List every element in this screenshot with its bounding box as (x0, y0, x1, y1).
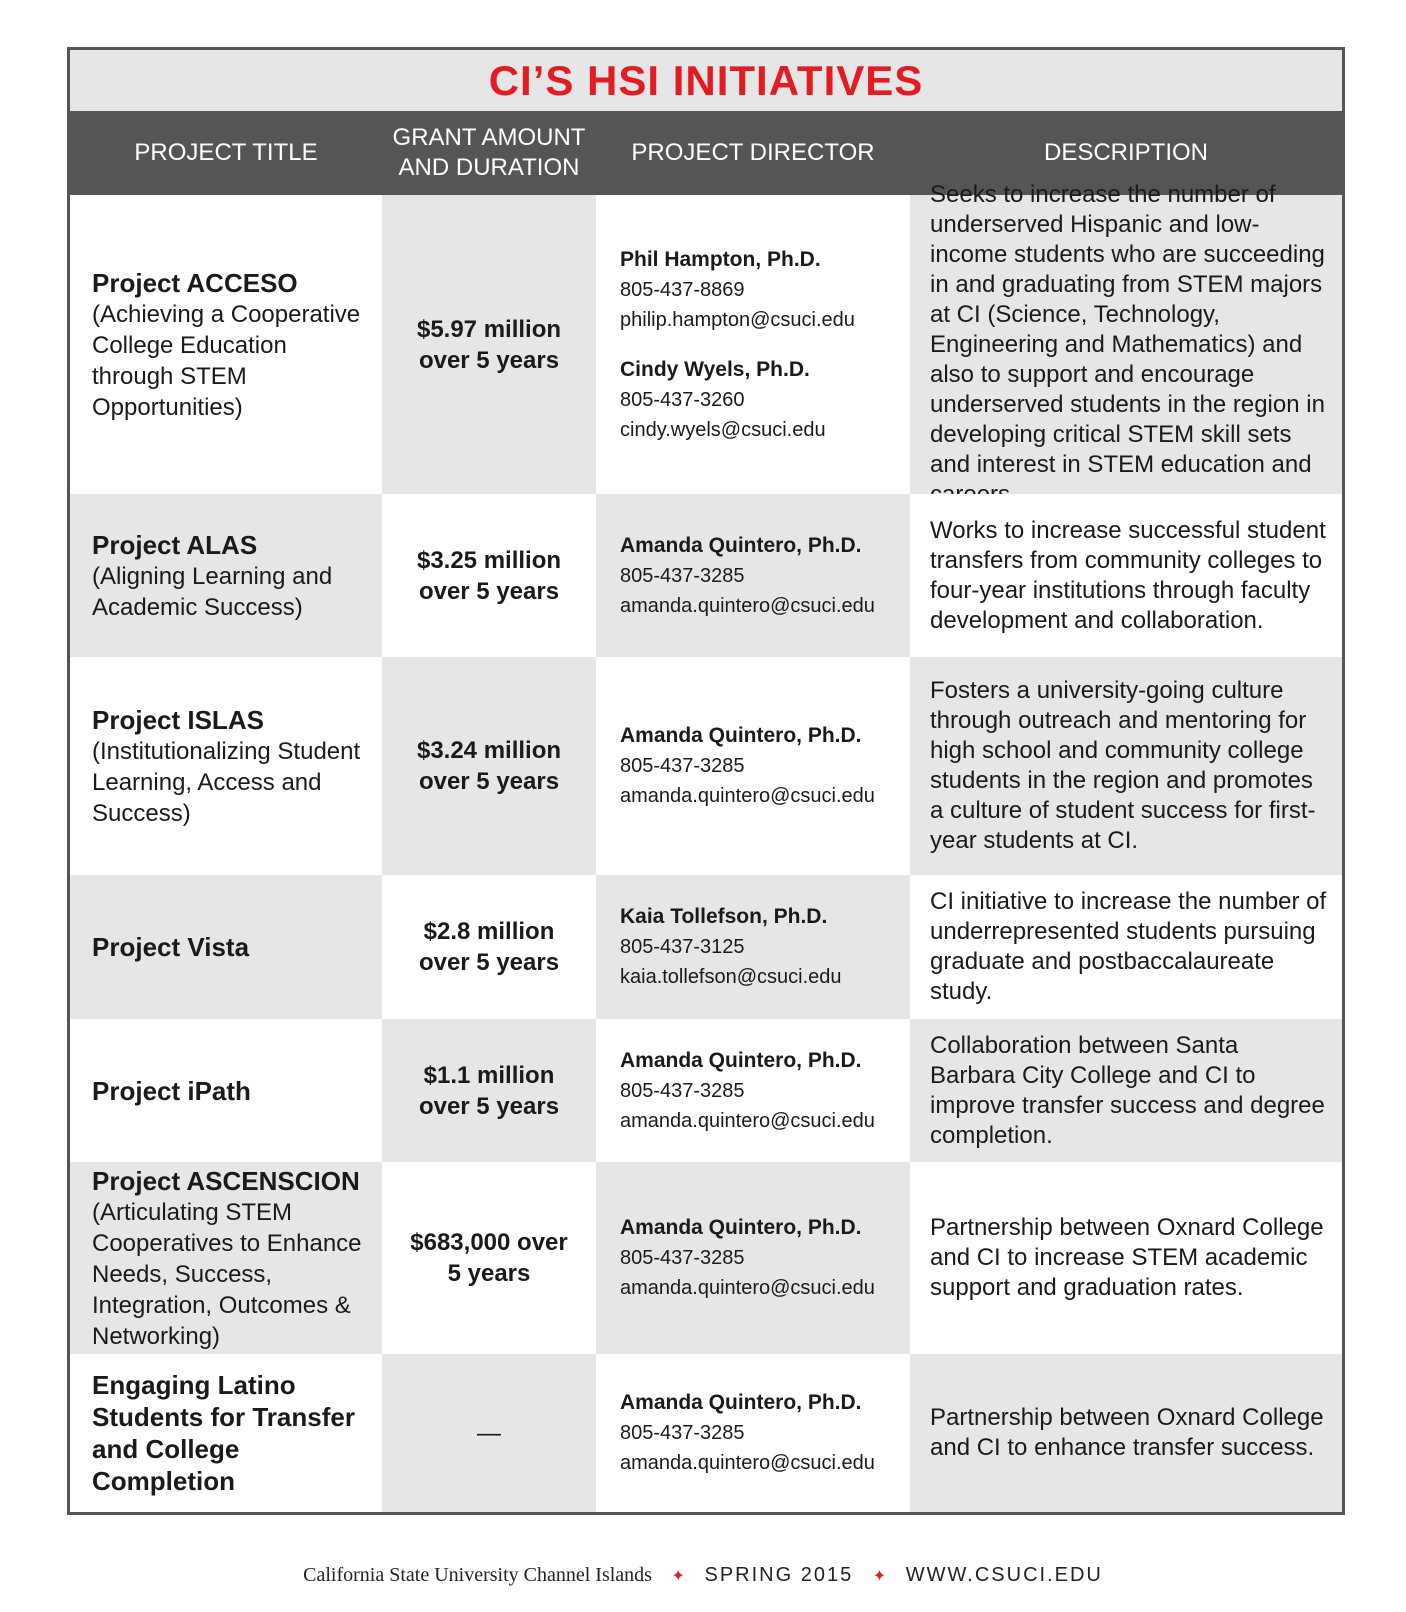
grant-duration: 5 years (447, 1260, 531, 1287)
director-phone: 805-437-3285 (620, 1247, 745, 1269)
grant-cell (382, 1162, 596, 1354)
grant-cell (382, 1354, 596, 1512)
grant-amount: $1.1 million (423, 1061, 555, 1089)
project-description: Partnership between Oxnard College and CI to increase STEM academic support and graduation rates. (930, 1214, 1324, 1301)
table-row (70, 180, 1342, 494)
project-title-cell (70, 195, 382, 494)
header-grant-line2: AND DURATION (398, 154, 580, 181)
description-cell (910, 1019, 1342, 1162)
director-cell (596, 195, 910, 494)
grant-amount: $2.8 million (423, 918, 555, 945)
director-cell (596, 657, 910, 875)
director-cell (596, 875, 910, 1019)
grant-duration: over 5 years (418, 577, 560, 605)
project-subtitle: (Articulating STEM Cooperatives to Enhance Needs, Success, Integration, Outcomes & Networking) (92, 1198, 362, 1350)
grant-cell (382, 195, 596, 494)
project-title: Engaging Latino Students for Transfer and College Completion (92, 1370, 355, 1496)
director-cell (596, 494, 910, 657)
project-title-cell (70, 1162, 382, 1354)
project-title: Project ACCESO (92, 267, 298, 298)
project-title-cell (70, 657, 382, 875)
director-phone: 805-437-3125 (620, 936, 745, 958)
director-phone: 805-437-3285 (620, 755, 745, 777)
grant-duration: over 5 years (418, 346, 560, 374)
description-cell (910, 180, 1342, 494)
project-title: Project Vista (92, 932, 250, 962)
director-phone: 805-437-3285 (620, 564, 745, 587)
director-phone: 805-437-3260 (620, 388, 745, 411)
separator-icon: ✦ (671, 1568, 685, 1585)
table-row (70, 657, 1342, 875)
project-description: Collaboration between Santa Barbara City College and CI to improve transfer success and degree completion. (930, 1031, 1325, 1149)
header-grant-line1: GRANT AMOUNT (392, 124, 586, 151)
description-cell (910, 1354, 1342, 1512)
header-project-title: PROJECT TITLE (134, 139, 318, 166)
director-name: Amanda Quintero, Ph.D. (620, 1048, 862, 1072)
table-row (70, 494, 1342, 657)
project-title: Project ALAS (92, 529, 258, 560)
director-email[interactable]: amanda.quintero@csuci.edu (620, 1452, 875, 1474)
grant-amount: $683,000 over (410, 1229, 568, 1256)
director-email[interactable]: cindy.wyels@csuci.edu (620, 418, 826, 441)
grant-cell (382, 1019, 596, 1162)
project-title: Project ISLAS (92, 704, 264, 735)
footer-issue: SPRING 2015 (704, 1564, 854, 1586)
table-row (70, 1162, 1342, 1354)
project-subtitle: (Achieving a Cooperative College Education through STEM Opportunities) (92, 300, 361, 421)
project-title: Project ASCENSCION (92, 1165, 360, 1196)
grant-cell (382, 657, 596, 875)
director-email[interactable]: amanda.quintero@csuci.edu (620, 1109, 875, 1132)
header-description: DESCRIPTION (1043, 139, 1208, 166)
footer-website[interactable]: WWW.CSUCI.EDU (905, 1564, 1103, 1586)
grant-amount: $3.24 million (416, 737, 562, 764)
project-title-cell (70, 875, 382, 1019)
director-email[interactable]: amanda.quintero@csuci.edu (620, 1277, 875, 1299)
director-cell (596, 1019, 910, 1162)
description-cell (910, 1162, 1342, 1354)
grant-amount: — (477, 1419, 501, 1447)
director-name: Phil Hampton, Ph.D. (620, 247, 821, 271)
project-subtitle: (Aligning Learning and Academic Success) (92, 562, 333, 621)
director-email[interactable]: kaia.tollefson@csuci.edu (620, 966, 842, 988)
grant-duration: over 5 years (418, 949, 560, 976)
director-name: Amanda Quintero, Ph.D. (620, 1391, 862, 1414)
page-footer (0, 1564, 1406, 1587)
grant-amount: $3.25 million (416, 546, 562, 574)
director-name: Amanda Quintero, Ph.D. (620, 533, 862, 557)
director-cell (596, 1354, 910, 1512)
project-title-cell (70, 494, 382, 657)
director-phone: 805-437-3285 (620, 1422, 745, 1444)
director-name: Cindy Wyels, Ph.D. (620, 357, 810, 381)
description-cell (910, 875, 1342, 1019)
grant-cell (382, 494, 596, 657)
director-cell (596, 1162, 910, 1354)
grant-cell (382, 875, 596, 1019)
page-title: CI’S HSI INITIATIVES (488, 57, 924, 104)
project-description: Fosters a university-going culture through outreach and mentoring for high school and community college students in the region and promotes a culture of student success for first-year students at CI. (930, 677, 1316, 854)
project-title-cell (70, 1019, 382, 1162)
project-description: Partnership between Oxnard College and CI to enhance transfer success. (930, 1404, 1324, 1461)
project-title: Project iPath (92, 1075, 251, 1106)
director-name: Amanda Quintero, Ph.D. (620, 724, 862, 747)
header-project-director: PROJECT DIRECTOR (631, 139, 875, 166)
grant-amount: $5.97 million (416, 315, 562, 343)
director-phone: 805-437-8869 (620, 278, 745, 301)
title-bar (70, 50, 1342, 111)
separator-icon: ✦ (872, 1568, 887, 1585)
grant-duration: over 5 years (418, 768, 560, 795)
director-email[interactable]: amanda.quintero@csuci.edu (620, 594, 875, 617)
project-description: CI initiative to increase the number of underrepresented students pursuing graduate and postbaccalaureate study. (930, 888, 1327, 1005)
director-email[interactable]: philip.hampton@csuci.edu (620, 308, 855, 331)
description-cell (910, 494, 1342, 657)
footer-university: California State University Channel Islands (303, 1564, 652, 1586)
project-subtitle: (Institutionalizing Student Learning, Access and Success) (92, 737, 361, 827)
director-email[interactable]: amanda.quintero@csuci.edu (620, 785, 875, 807)
description-cell (910, 657, 1342, 875)
project-description: Seeks to increase the number of underserved Hispanic and low-income students who are succeeding in and graduating from STEM majors at CI (Science, Technology, Engineering and Mathematics) and also to support and encourage underserved students in the region in developing critical STEM skill sets and interest in STEM education and (930, 180, 1325, 478)
project-description: Works to increase successful student transfers from community colleges to four-year institutions through faculty development and collaboration. (930, 516, 1326, 634)
director-name: Amanda Quintero, Ph.D. (620, 1216, 862, 1239)
grant-duration: over 5 years (418, 1092, 560, 1120)
header-grant (382, 111, 596, 195)
table-row (70, 875, 1342, 1019)
director-name: Kaia Tollefson, Ph.D. (620, 905, 828, 928)
initiatives-table (67, 47, 1345, 1515)
table-row (70, 1354, 1342, 1512)
project-title-cell (70, 1354, 382, 1512)
director-phone: 805-437-3285 (620, 1079, 745, 1102)
table-row (70, 1019, 1342, 1162)
